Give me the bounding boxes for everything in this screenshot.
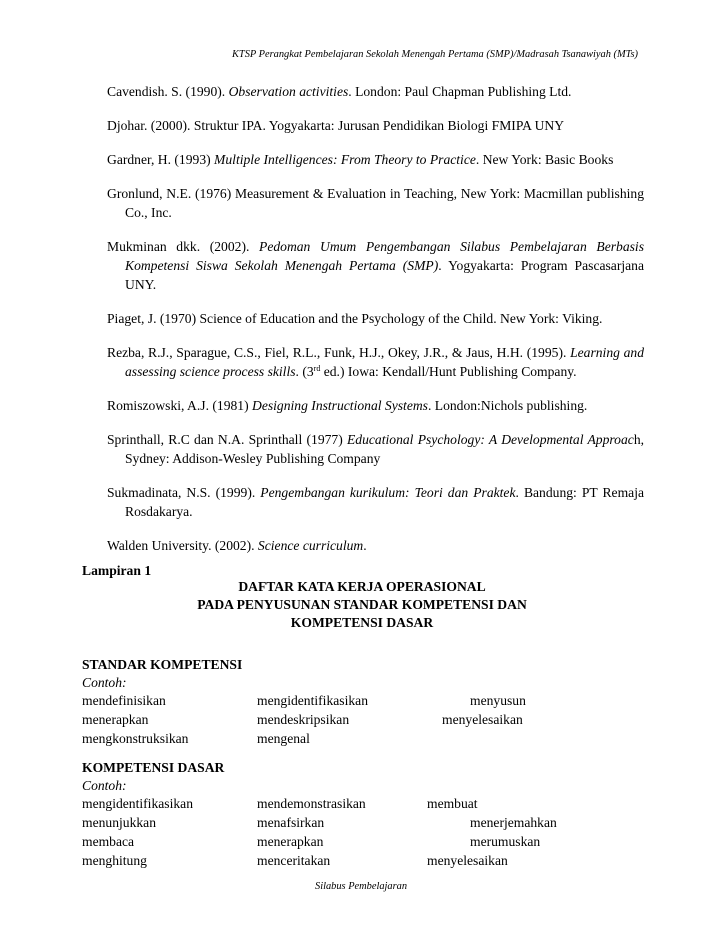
- section-title: STANDAR KOMPETENSI: [82, 657, 243, 672]
- verb-item: menafsirkan: [257, 815, 325, 830]
- verb-item: menyusun: [470, 693, 526, 708]
- verb-item: membaca: [82, 834, 135, 849]
- reference-item: Gronlund, N.E. (1976) Measurement & Evaluation in Teaching, New York: Macmillan publishing Co., Inc.: [107, 186, 644, 220]
- verb-row: [82, 691, 642, 710]
- reference-item: Mukminan dkk. (2002). Pedoman Umum Pengembangan Silabus Pembelajaran Berbasis Kompetensi Siswa Sekolah Menengah Pertama (SMP). Yogyakarta: Program Pascasarjana UNY.: [107, 239, 645, 292]
- reference-item: Cavendish. S. (1990). Observation activities. London: Paul Chapman Publishing Ltd.: [107, 84, 572, 99]
- running-footer: Silabus Pembelajaran: [315, 881, 408, 892]
- verb-item: menyelesaikan: [427, 853, 508, 868]
- verb-item: menceritakan: [257, 853, 331, 868]
- verb-item: menerjemahkan: [470, 815, 557, 830]
- verb-row: [82, 813, 642, 832]
- verb-item: menyelesaikan: [442, 712, 523, 727]
- verb-item: menghitung: [82, 853, 147, 868]
- kompetensi-dasar-section: [82, 758, 642, 870]
- verb-item: membuat: [427, 796, 478, 811]
- section-title: KOMPETENSI DASAR: [82, 760, 225, 775]
- annex-title: [82, 578, 642, 632]
- verb-item: menunjukkan: [82, 815, 156, 830]
- verb-item: menerapkan: [82, 712, 149, 727]
- example-label: Contoh:: [82, 675, 127, 690]
- verb-item: mengidentifikasikan: [257, 693, 368, 708]
- reference-item: Djohar. (2000). Struktur IPA. Yogyakarta: Jurusan Pendidikan Biologi FMIPA UNY: [107, 118, 565, 133]
- reference-item: Sprinthall, R.C dan N.A. Sprinthall (1977) Educational Psychology: A Developmental Approach, Sydney: Addison-Wesley Publishing Company: [107, 432, 645, 466]
- annex-title-line: PADA PENYUSUNAN STANDAR KOMPETENSI DAN: [197, 597, 527, 612]
- reference-item: Gardner, H. (1993) Multiple Intelligences: From Theory to Practice. New York: Basic Books: [107, 152, 614, 167]
- verb-row: [82, 710, 642, 729]
- verb-item: merumuskan: [470, 834, 541, 849]
- verb-item: menerapkan: [257, 834, 324, 849]
- standar-kompetensi-section: [82, 655, 642, 748]
- reference-item: Piaget, J. (1970) Science of Education and the Psychology of the Child. New York: Viking.: [107, 311, 603, 326]
- verb-item: mengenal: [257, 731, 310, 746]
- annex-title-line: KOMPETENSI DASAR: [290, 615, 434, 630]
- verb-row: [82, 729, 642, 748]
- verb-item: mengidentifikasikan: [82, 796, 193, 811]
- annex-label: Lampiran 1: [82, 563, 152, 578]
- verb-row: [82, 832, 642, 851]
- reference-item: Rezba, R.J., Sparague, C.S., Fiel, R.L., Funk, H.J., Okey, J.R., & Jaus, H.H. (1995). Learning and assessing science process skills. (3rd ed.) Iowa: Kendall/Hunt Publishing Company.: [107, 345, 644, 379]
- annex-title-line: DAFTAR KATA KERJA OPERASIONAL: [238, 579, 486, 594]
- reference-item: Romiszowski, A.J. (1981) Designing Instructional Systems. London:Nichols publishing.: [107, 398, 588, 413]
- reference-item: Walden University. (2002). Science curriculum.: [107, 538, 367, 553]
- reference-item: Sukmadinata, N.S. (1999). Pengembangan kurikulum: Teori dan Praktek. Bandung: PT Remaja Rosdakarya.: [107, 485, 645, 519]
- verb-item: mendeskripsikan: [257, 712, 350, 727]
- reference-list: [107, 82, 644, 570]
- verb-row: [82, 794, 642, 813]
- verb-row: [82, 851, 642, 870]
- verb-item: mendemonstrasikan: [257, 796, 366, 811]
- verb-item: mengkonstruksikan: [82, 731, 189, 746]
- verb-item: mendefinisikan: [82, 693, 166, 708]
- running-header: KTSP Perangkat Pembelajaran Sekolah Menengah Pertama (SMP)/Madrasah Tsanawiyah (MTs): [232, 49, 638, 60]
- example-label: Contoh:: [82, 778, 127, 793]
